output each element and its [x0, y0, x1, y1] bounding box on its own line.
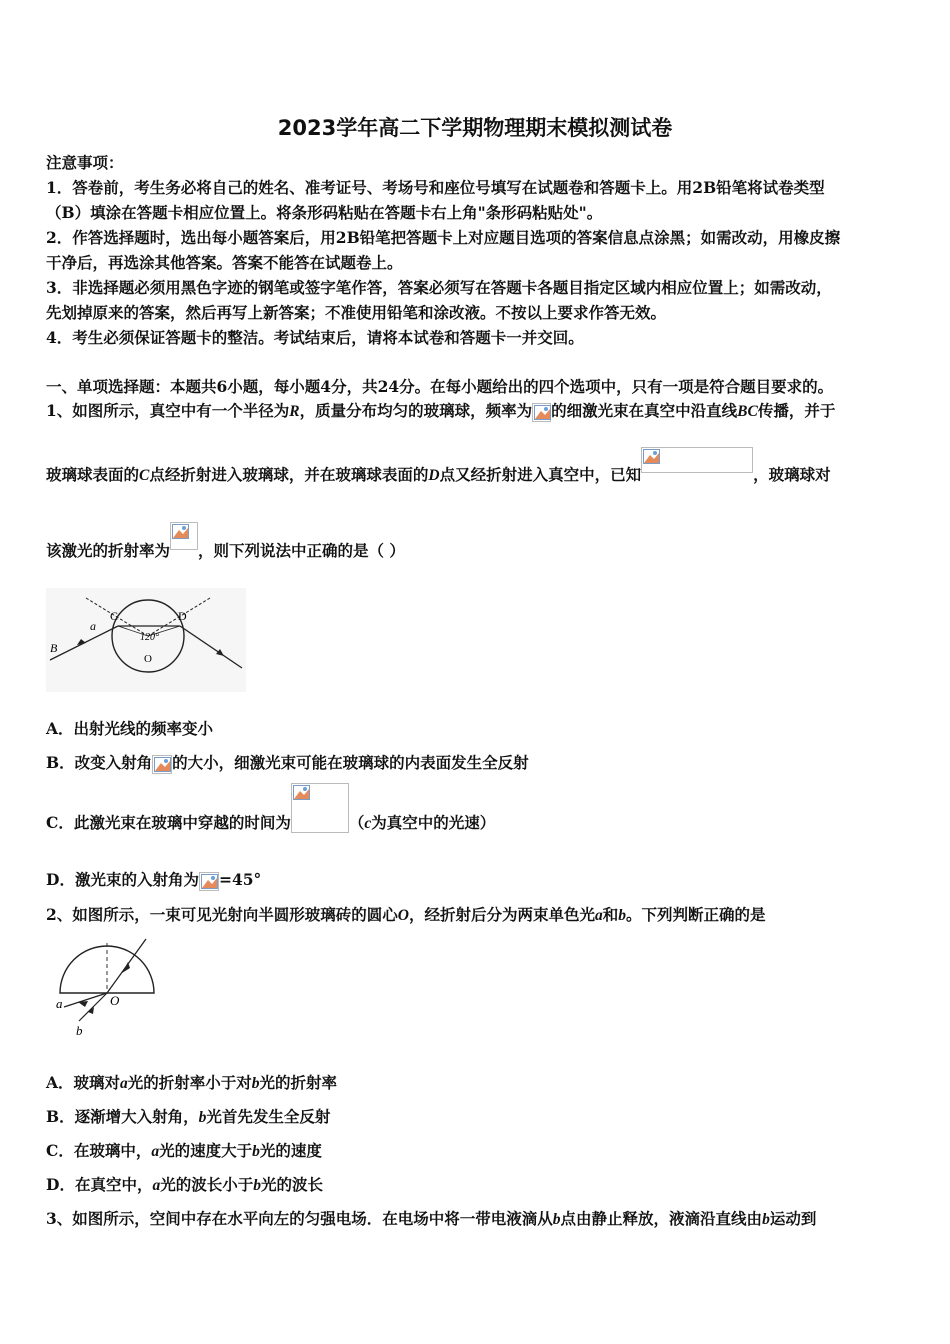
formula-image-icon [532, 403, 551, 422]
notice-heading: 注意事项： [46, 153, 124, 172]
formula-image-icon [170, 522, 198, 550]
q1-line1: 1、如图所示，真空中有一个半径为R，质量分布均匀的玻璃球，频率为 的细激光束在真空中沿直线BC传播，并于 [46, 401, 836, 420]
notice-3b: 先划掉原来的答案，然后再写上新答案；不准使用铅笔和涂改液。不按以上要求作答无效。 [46, 303, 667, 322]
notice-4: 4．考生必须保证答题卡的整洁。考试结束后，请将本试卷和答题卡一并交回。 [46, 328, 584, 347]
label-o: O [144, 653, 152, 665]
section-heading: 一、单项选择题：本题共6小题，每小题4分，共24分。在每小题给出的四个选项中，只有一项是符合题目要求的。 [46, 377, 834, 396]
q1-option-d[interactable]: D．激光束的入射角为 =45° [46, 870, 262, 889]
notice-2: 2．作答选择题时，选出每小题答案后，用2B铅笔把答题卡上对应题目选项的答案信息点涂黑；如需改动，用橡皮擦 [46, 228, 841, 247]
ray-a-arrow [78, 1001, 88, 1007]
q1-option-a[interactable]: A．出射光线的频率变小 [46, 719, 214, 738]
label-d: D [178, 609, 187, 623]
label-a: a [90, 619, 96, 633]
q2-option-a[interactable]: A．玻璃对a光的折射率小于对b光的折射率 [46, 1073, 338, 1092]
q1-figure [46, 588, 246, 692]
formula-image-icon [199, 872, 219, 891]
q2-option-c[interactable]: C．在玻璃中，a光的速度大于b光的速度 [46, 1141, 322, 1160]
q1-option-b[interactable]: B．改变入射角 的大小，细激光束可能在玻璃球的内表面发生全反射 [46, 753, 529, 772]
notice-3: 3．非选择题必须用黑色字迹的钢笔或签字笔作答，答案必须写在答题卡各题目指定区域内相应位置上；如需改动， [46, 278, 832, 297]
notice-2b: 干净后，再选涂其他答案。答案不能答在试题卷上。 [46, 253, 403, 272]
notice-1: 1．答卷前，考生务必将自己的姓名、准考证号、考场号和座位号填写在试题卷和答题卡上。用2B铅笔将试卷类型 [46, 178, 825, 197]
formula-image-icon [152, 755, 172, 774]
q2-option-b[interactable]: B．逐渐增大入射角，b光首先发生全反射 [46, 1107, 331, 1126]
label-b: b [76, 1023, 83, 1038]
formula-image-icon [291, 783, 349, 833]
label-c: C [110, 609, 119, 623]
q2-option-d[interactable]: D．在真空中，a光的波长小于b光的波长 [46, 1175, 323, 1194]
q1-option-c[interactable]: C．此激光束在玻璃中穿越的时间为 （c为真空中的光速） [46, 783, 495, 833]
q2-figure [46, 935, 160, 1041]
q3-stem: 3、如图所示，空间中存在水平向左的匀强电场．在电场中将一带电液滴从b点由静止释放，液滴沿直线由b运动到 [46, 1209, 817, 1228]
page-title: 2023学年高二下学期物理期末模拟测试卷 [277, 116, 673, 140]
formula-image-icon [641, 447, 753, 473]
q2-stem: 2、如图所示，一束可见光射向半圆形玻璃砖的圆心O，经折射后分为两束单色光a和b。下列判断正确的是 [46, 905, 766, 924]
label-angle: 120° [140, 632, 159, 643]
q1-line2: 玻璃球表面的C点经折射进入玻璃球，并在玻璃球表面的D点又经折射进入真空中，已知 ，玻璃球对 [46, 447, 831, 473]
notice-1b: （B）填涂在答题卡相应位置上。将条形码粘贴在答题卡右上角"条形码粘贴处"。 [46, 203, 603, 222]
label-o: O [110, 993, 120, 1008]
label-b: B [50, 641, 58, 655]
label-a: a [56, 996, 63, 1011]
q1-line3: 该激光的折射率为 ，则下列说法中正确的是（ ） [46, 522, 405, 550]
